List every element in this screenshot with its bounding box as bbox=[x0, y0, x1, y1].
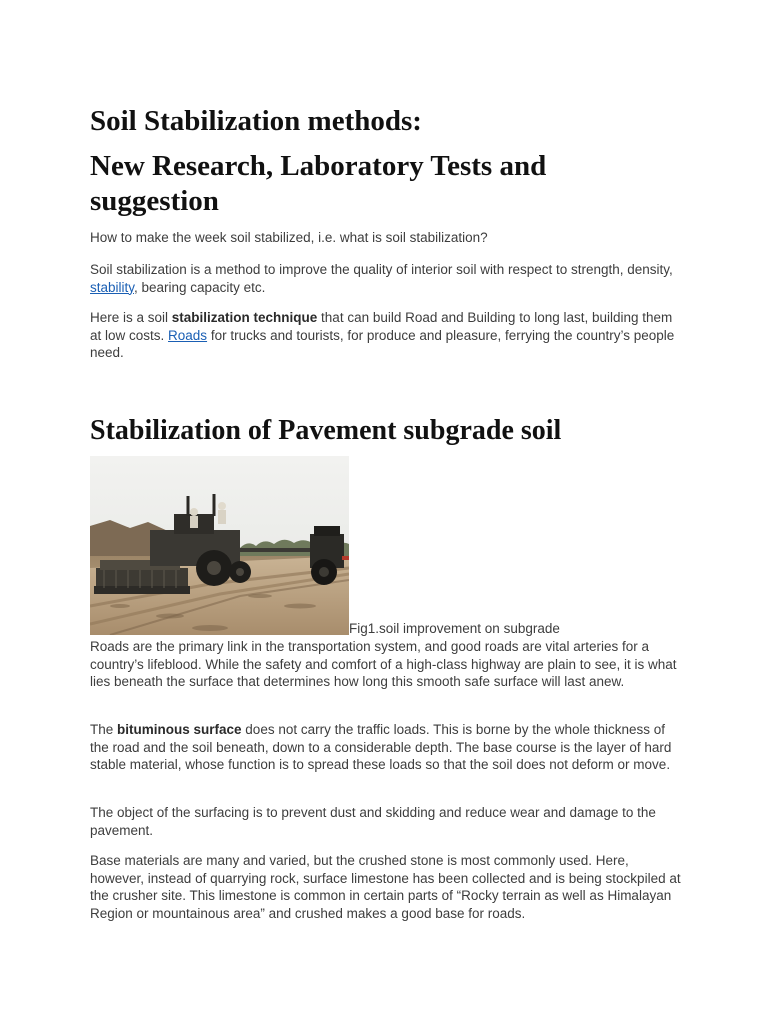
intro-question: How to make the week soil stabilized, i.e. what is soil stabilization? bbox=[90, 230, 488, 245]
technique-text-after: for trucks and tourists, for produce and pleasure, ferrying the country’s people need. bbox=[90, 327, 675, 360]
definition-text-after: , bearing capacity etc. bbox=[134, 279, 266, 295]
bituminous-bold-text: bituminous surface bbox=[117, 722, 242, 737]
section-heading: Stabilization of Pavement subgrade soil bbox=[90, 415, 562, 446]
technique-text-middle: that can build Road and Building to long last, building them at low costs. bbox=[90, 310, 673, 343]
base-materials-paragraph: Base materials are many and varied, but the crushed stone is most commonly used. Here, however, instead of quarrying rock, surface limestone has been collected and is being stockpiled at the crusher site. This limestone is common in certain parts of “Rocky terrain as well as Himalayan Region or mountainous area” and crushed makes a good base for roads. bbox=[90, 853, 681, 921]
bituminous-text-before: The bbox=[90, 722, 118, 737]
technique-paragraph bbox=[90, 309, 682, 362]
bituminous-paragraph bbox=[90, 721, 682, 774]
bituminous-text-after: does not carry the traffic loads. This is borne by the whole thickness of the road and the soil beneath, down to a considerable depth. The base course is the layer of hard stable material, whose function is to spread these loads so that the soil does not deform or move. bbox=[90, 722, 672, 772]
figure-caption: Fig1.soil improvement on subgrade bbox=[349, 621, 560, 636]
object-paragraph: The object of the surfacing is to prevent dust and skidding and reduce wear and damage to the pavement. bbox=[90, 805, 656, 838]
definition-text-before: Soil stabilization is a method to improve the quality of interior soil with respect to strength, density, bbox=[90, 262, 673, 277]
page-title: Soil Stabilization methods: bbox=[90, 105, 422, 137]
stability-link[interactable]: stability bbox=[90, 279, 135, 295]
technique-bold-text: stabilization technique bbox=[171, 310, 318, 325]
subgrade-photo bbox=[90, 456, 349, 635]
page-subtitle: New Research, Laboratory Tests and suggestion bbox=[90, 150, 547, 217]
technique-text-before: Here is a soil bbox=[90, 310, 172, 325]
roads-link[interactable]: Roads bbox=[168, 327, 208, 343]
definition-paragraph bbox=[90, 261, 682, 296]
roads-paragraph: Roads are the primary link in the transportation system, and good roads are vital arteries for a country’s lifeblood. While the safety and comfort of a high-class highway are plain to see, it is what lies beneath the surface that determines how long this smooth safe surface will last anew. bbox=[90, 639, 677, 689]
